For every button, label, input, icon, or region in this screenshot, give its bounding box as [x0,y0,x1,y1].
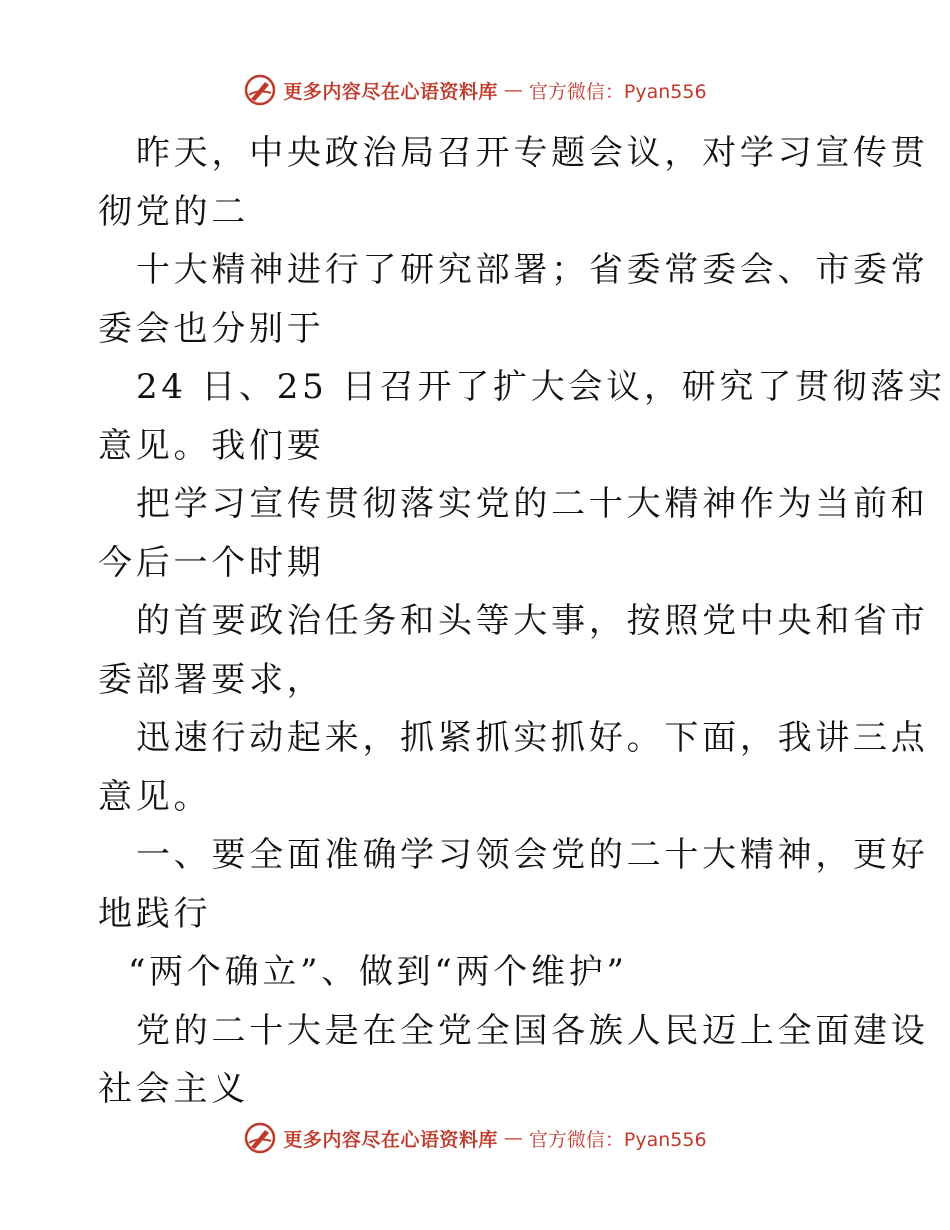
quill-pen-logo-icon [243,1121,277,1155]
section-heading-quote: “两个确立”、做到“两个维护” [128,952,628,992]
footer-watermark [0,1118,950,1158]
body-line: 十大精神进行了研究部署；省委常委会、市委常 [136,250,929,290]
watermark-wechat: 官方微信：Pyan556 [528,80,707,103]
section-heading: 一、要全面准确学习领会党的二十大精神，更好 [136,835,929,875]
body-line: 社会主义 [98,1069,249,1109]
watermark-text: 更多内容尽在心语资料库 [283,1128,498,1151]
body-line: 24 日、25 日召开了扩大会议，研究了贯彻落实 [136,367,946,407]
watermark-dash: — [503,1127,523,1149]
body-line: 迅速行动起来，抓紧抓实抓好。下面，我讲三点 [136,718,929,758]
body-line: 的首要政治任务和头等大事，按照党中央和省市 [136,601,929,641]
body-line: 意见。 [98,776,212,817]
body-line: 委会也分别于 [98,308,325,349]
body-line: 意见。我们要 [98,425,325,466]
body-line: 彻党的二 [98,191,249,232]
watermark-dash: — [503,79,523,101]
body-line: 党的二十大是在全党全国各族人民迈上全面建设 [136,1010,929,1051]
body-line: 今后一个时期 [98,542,325,583]
body-line: 委部署要求， [98,659,325,700]
watermark-text: 更多内容尽在心语资料库 [283,80,498,103]
body-line: 昨天，中央政治局召开专题会议，对学习宣传贯 [136,133,929,173]
body-line: 把学习宣传贯彻落实党的二十大精神作为当前和 [136,484,929,524]
quill-pen-logo-icon [243,73,277,107]
document-body [98,124,946,1119]
watermark-wechat: 官方微信：Pyan556 [528,1128,707,1151]
section-heading-continued: 地践行 [98,893,212,934]
header-watermark [0,70,950,110]
